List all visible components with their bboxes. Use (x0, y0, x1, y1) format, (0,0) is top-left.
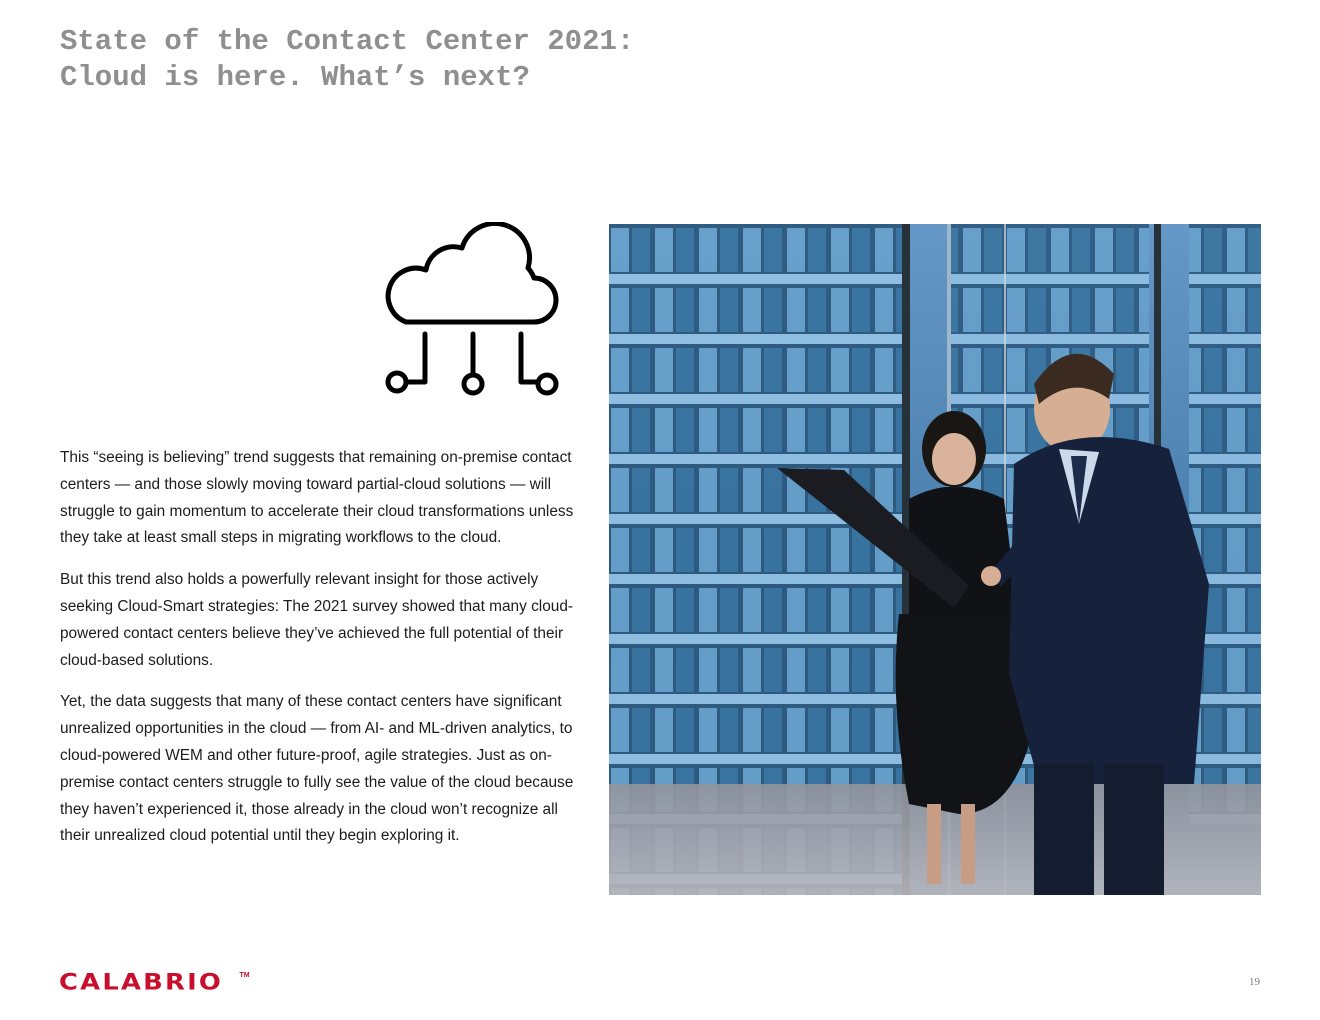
page-title-line-2: Cloud is here. What’s next? (60, 61, 530, 94)
logo-wordmark: CALABRIO (59, 970, 224, 996)
page-number: 19 (1249, 976, 1260, 988)
calabrio-logo (59, 968, 250, 998)
cloud-network-icon (384, 222, 562, 400)
paragraph-1: This “seeing is believing” trend suggests that remaining on-premise contact centers — and those slowly moving toward partial-cloud solutions — will struggle to gain momentum to accelerate their cloud transformations unless they take at least small steps in migrating workflows to the cloud. (60, 449, 574, 547)
page-title-line-1: State of the Contact Center 2021: (60, 25, 635, 58)
logo-trademark: TM (239, 972, 250, 979)
business-people-photo (609, 224, 1261, 895)
page-title (60, 24, 634, 96)
paragraph-2: But this trend also holds a powerfully relevant insight for those actively seeking Cloud-Smart strategies: The 2021 survey showed that many cloud-powered contact centers believe they’ve achieved the full potential of their cloud-based solutions. (60, 571, 574, 669)
body-text (60, 445, 582, 865)
paragraph-3: Yet, the data suggests that many of these contact centers have significant unrealized opportunities in the cloud — from AI- and ML-driven analytics, to cloud-powered WEM and other future-proof, agile strategies. Just as on-premise contact centers struggle to fully see the value of the cloud because they haven’t experienced it, those already in the cloud won’t recognize all their unrealized cloud potential until they begin exploring it. (60, 693, 574, 845)
